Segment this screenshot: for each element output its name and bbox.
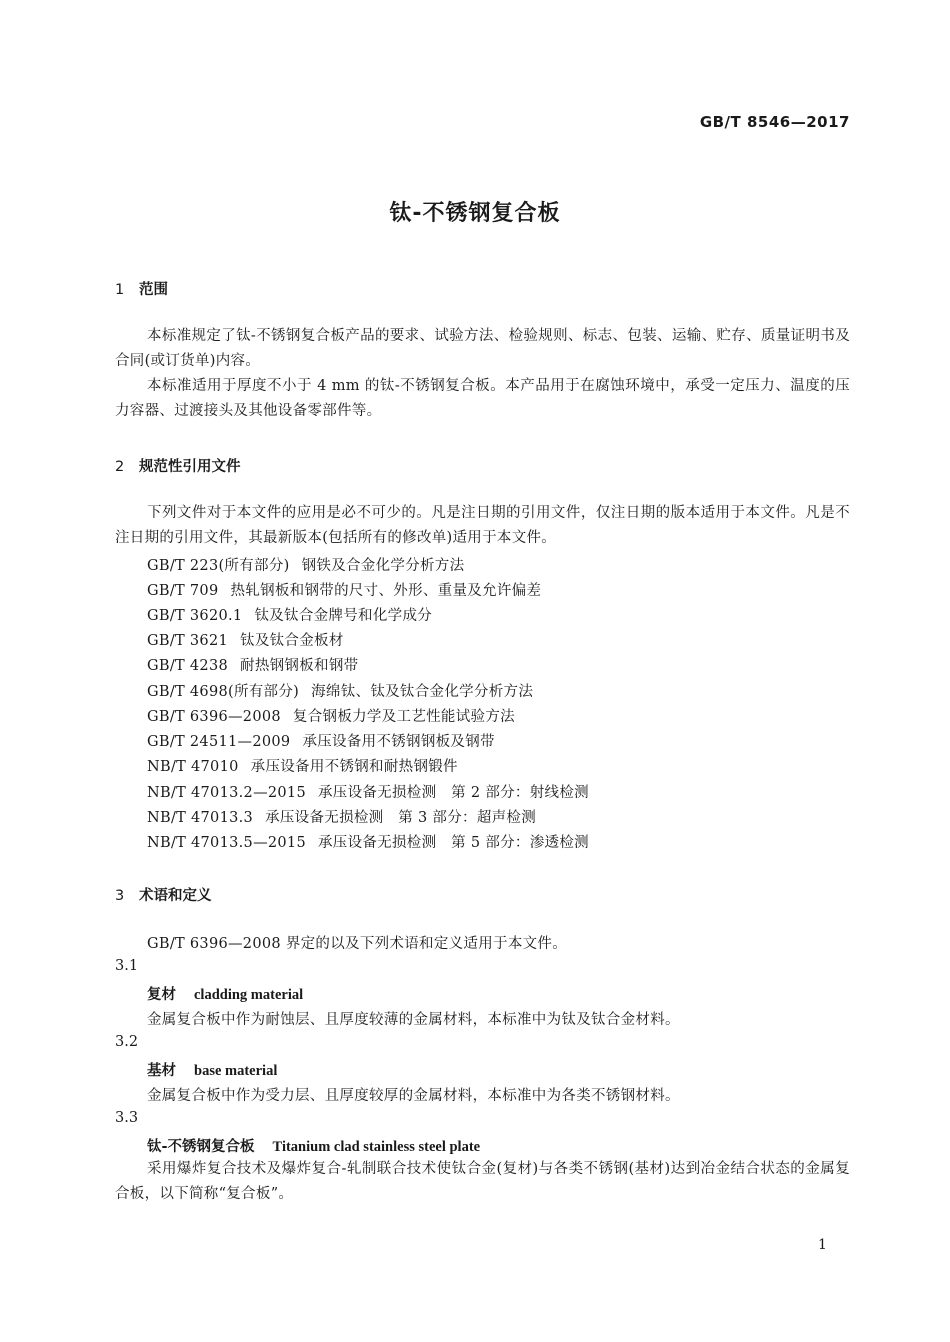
term-name-zh: 基材 <box>147 1063 176 1079</box>
section-title: 范围 <box>139 282 168 298</box>
term-definition: 金属复合板中作为受力层、且厚度较厚的金属材料，本标准中为各类不锈钢材料。 <box>147 1088 680 1104</box>
term-name <box>147 983 303 1004</box>
reference-code: NB/T 47010 <box>147 759 239 775</box>
document-title: 钛-不锈钢复合板 <box>389 201 561 226</box>
reference-code: GB/T 6396—2008 <box>147 709 281 725</box>
reference-item <box>147 654 358 675</box>
reference-item <box>147 554 464 575</box>
reference-title: 承压设备无损检测 第 5 部分：渗透检测 <box>317 835 589 851</box>
reference-title: 热轧钢板和钢带的尺寸、外形、重量及允许偏差 <box>230 583 542 599</box>
reference-code: GB/T 223(所有部分) <box>147 558 290 574</box>
term-name <box>147 1059 277 1080</box>
reference-title: 承压设备用不锈钢钢板及钢带 <box>302 734 495 750</box>
scope-paragraph-2: 本标准适用于厚度不小于 4 mm 的钛-不锈钢复合板。本产品用于在腐蚀环境中，承受一定压力、温度的压力容器、过渡接头及其他设备零部件等。 <box>115 378 850 419</box>
reference-code: NB/T 47013.5—2015 <box>147 835 306 851</box>
section-heading-normative-references <box>115 455 241 476</box>
reference-code: GB/T 709 <box>147 583 219 599</box>
references-intro: 下列文件对于本文件的应用是必不可少的。凡是注日期的引用文件，仅注日期的版本适用于本文件。凡是不注日期的引用文件，其最新版本(包括所有的修改单)适用于本文件。 <box>115 505 850 546</box>
term-name-en: Titanium clad stainless steel plate <box>272 1139 481 1155</box>
reference-title: 海绵钛、钛及钛合金化学分析方法 <box>311 684 534 700</box>
terms-intro: GB/T 6396—2008 界定的以及下列术语和定义适用于本文件。 <box>147 936 568 952</box>
section-heading-scope <box>115 278 168 299</box>
reference-title: 钢铁及合金化学分析方法 <box>301 558 465 574</box>
reference-item <box>147 831 589 852</box>
section-title: 术语和定义 <box>139 888 212 904</box>
scope-paragraph-1: 本标准规定了钛-不锈钢复合板产品的要求、试验方法、检验规则、标志、包装、运输、贮存、质量证明书及合同(或订货单)内容。 <box>115 328 850 369</box>
section-number: 2 <box>115 459 125 475</box>
term-number: 3.2 <box>115 1034 139 1050</box>
reference-code: GB/T 4698(所有部分) <box>147 684 300 700</box>
reference-title: 复合钢板力学及工艺性能试验方法 <box>292 709 515 725</box>
reference-code: GB/T 3621 <box>147 633 229 649</box>
reference-item <box>147 730 495 751</box>
section-number: 3 <box>115 888 125 904</box>
reference-item <box>147 705 515 726</box>
reference-title: 耐热钢钢板和钢带 <box>240 658 359 674</box>
reference-code: GB/T 3620.1 <box>147 608 243 624</box>
reference-item <box>147 680 533 701</box>
reference-item <box>147 604 432 625</box>
reference-item <box>147 806 536 827</box>
reference-code: NB/T 47013.3 <box>147 810 254 826</box>
reference-code: GB/T 24511—2009 <box>147 734 291 750</box>
reference-title: 承压设备无损检测 第 3 部分：超声检测 <box>265 810 537 826</box>
reference-title: 承压设备无损检测 第 2 部分：射线检测 <box>317 785 589 801</box>
term-name-en: base material <box>194 1063 278 1079</box>
term-name <box>147 1135 480 1156</box>
term-number: 3.3 <box>115 1110 139 1126</box>
reference-item <box>147 755 458 776</box>
term-name-en: cladding material <box>194 987 304 1003</box>
reference-item <box>147 781 589 802</box>
section-number: 1 <box>115 282 125 298</box>
reference-item <box>147 629 344 650</box>
term-name-zh: 复材 <box>147 987 176 1003</box>
term-name-zh: 钛-不锈钢复合板 <box>147 1139 255 1155</box>
page-number: 1 <box>818 1237 827 1253</box>
reference-code: NB/T 47013.2—2015 <box>147 785 306 801</box>
term-definition: 采用爆炸复合技术及爆炸复合-轧制联合技术使钛合金(复材)与各类不锈钢(基材)达到冶金结合状态的金属复合板，以下简称“复合板”。 <box>115 1161 850 1202</box>
reference-title: 承压设备用不锈钢和耐热钢锻件 <box>250 759 458 775</box>
section-title: 规范性引用文件 <box>139 459 241 475</box>
reference-code: GB/T 4238 <box>147 658 229 674</box>
reference-item <box>147 579 541 600</box>
section-heading-terms <box>115 884 212 905</box>
term-definition: 金属复合板中作为耐蚀层、且厚度较薄的金属材料，本标准中为钛及钛合金材料。 <box>147 1012 680 1028</box>
reference-title: 钛及钛合金牌号和化学成分 <box>254 608 433 624</box>
standard-number: GB/T 8546—2017 <box>699 113 850 131</box>
reference-title: 钛及钛合金板材 <box>240 633 344 649</box>
term-number: 3.1 <box>115 958 139 974</box>
